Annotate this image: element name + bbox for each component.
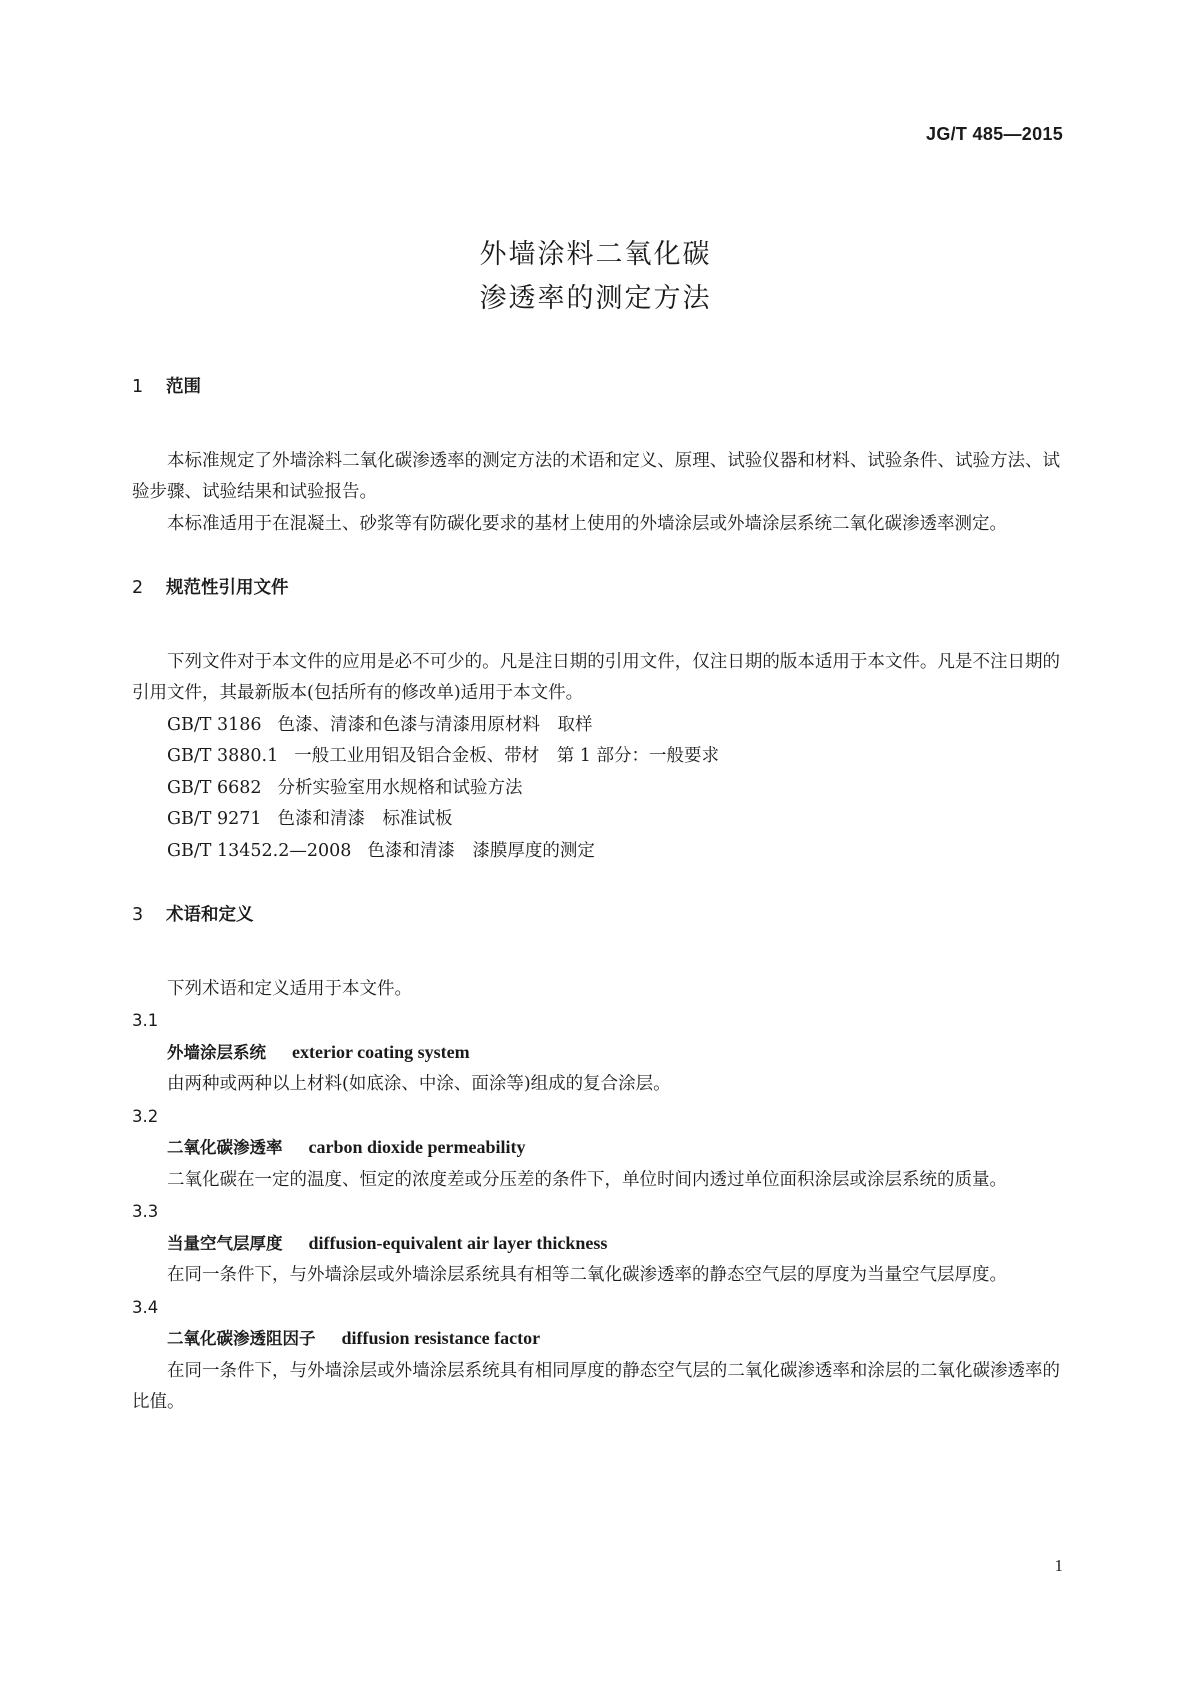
term-definition: 在同一条件下，与外墙涂层或外墙涂层系统具有相等二氧化碳渗透率的静态空气层的厚度为当量空气层厚度。 [167, 1265, 1007, 1285]
paragraph: 本标准适用于在混凝土、砂浆等有防碳化要求的基材上使用的外墙涂层或外墙涂层系统二氧化碳渗透率测定。 [167, 513, 1007, 534]
term-entry [132, 1132, 1060, 1165]
reference-item [132, 836, 1060, 868]
section-heading-terms-definitions [132, 900, 1060, 932]
standard-code: JG/T 485—2015 [926, 124, 1063, 144]
term-zh: 二氧化碳渗透率 [167, 1138, 283, 1157]
reference-item [132, 773, 1060, 805]
clause-number: 3.3 [132, 1202, 159, 1221]
reference-code: GB/T 6682 [167, 777, 262, 798]
section-number: 2 [132, 578, 144, 598]
reference-code: GB/T 13452.2—2008 [167, 840, 352, 861]
paragraph: 本标准规定了外墙涂料二氧化碳渗透率的测定方法的术语和定义、原理、试验仪器和材料、试验条件、试验方法、试验步骤、试验结果和试验报告。 [132, 450, 1060, 502]
section-title: 规范性引用文件 [166, 578, 289, 598]
term-definition: 二氧化碳在一定的温度、恒定的浓度差或分压差的条件下，单位时间内透过单位面积涂层或涂层系统的质量。 [167, 1169, 1007, 1190]
paragraph: 下列文件对于本文件的应用是必不可少的。凡是注日期的引用文件，仅注日期的版本适用于本文件。凡是不注日期的引用文件，其最新版本(包括所有的修改单)适用于本文件。 [132, 651, 1060, 703]
page-number: 1 [1054, 1556, 1063, 1575]
document-title-line1: 外墙涂料二氧化碳 [479, 239, 712, 270]
section-title: 范围 [166, 377, 201, 397]
reference-title: 色漆和清漆 标准试板 [277, 809, 453, 829]
reference-item [132, 710, 1060, 742]
section-heading-scope [132, 372, 1060, 404]
reference-code: GB/T 3880.1 [167, 746, 279, 766]
clause-number: 3.4 [132, 1297, 159, 1317]
section-heading-normative-references [132, 573, 1060, 605]
term-zh: 二氧化碳渗透阻因子 [167, 1329, 316, 1348]
term-definition: 在同一条件下，与外墙涂层或外墙涂层系统具有相同厚度的静态空气层的二氧化碳渗透率和涂层的二氧化碳渗透率的比值。 [132, 1360, 1060, 1412]
reference-title: 色漆、清漆和色漆与清漆用原材料 取样 [277, 714, 593, 735]
term-en: exterior coating system [292, 1041, 470, 1062]
term-en: carbon dioxide permeability [308, 1137, 526, 1157]
reference-code: GB/T 9271 [167, 809, 262, 829]
section-number: 1 [132, 377, 144, 397]
section-number: 3 [132, 905, 144, 925]
paragraph: 下列术语和定义适用于本文件。 [167, 978, 412, 999]
term-entry [132, 1323, 1060, 1356]
section-title: 术语和定义 [166, 905, 254, 925]
term-zh: 当量空气层厚度 [167, 1233, 283, 1253]
reference-item [132, 741, 1060, 773]
term-en: diffusion resistance factor [341, 1328, 541, 1348]
document-title-line2: 渗透率的测定方法 [479, 283, 712, 314]
term-zh: 外墙涂层系统 [167, 1042, 266, 1062]
clause-number: 3.1 [132, 1011, 159, 1030]
reference-item [132, 804, 1060, 836]
reference-title: 色漆和清漆 漆膜厚度的测定 [367, 840, 595, 861]
term-entry [132, 1037, 1060, 1070]
reference-code: GB/T 3186 [167, 714, 262, 735]
term-definition: 由两种或两种以上材料(如底涂、中涂、面涂等)组成的复合涂层。 [167, 1074, 671, 1094]
document-body [132, 372, 1060, 1419]
term-en: diffusion-equivalent air layer thickness [308, 1232, 608, 1253]
clause-number: 3.2 [132, 1106, 159, 1126]
term-entry [132, 1228, 1060, 1261]
reference-title: 分析实验室用水规格和试验方法 [277, 777, 523, 798]
reference-title: 一般工业用铝及铝合金板、带材 第 1 部分：一般要求 [294, 746, 719, 766]
